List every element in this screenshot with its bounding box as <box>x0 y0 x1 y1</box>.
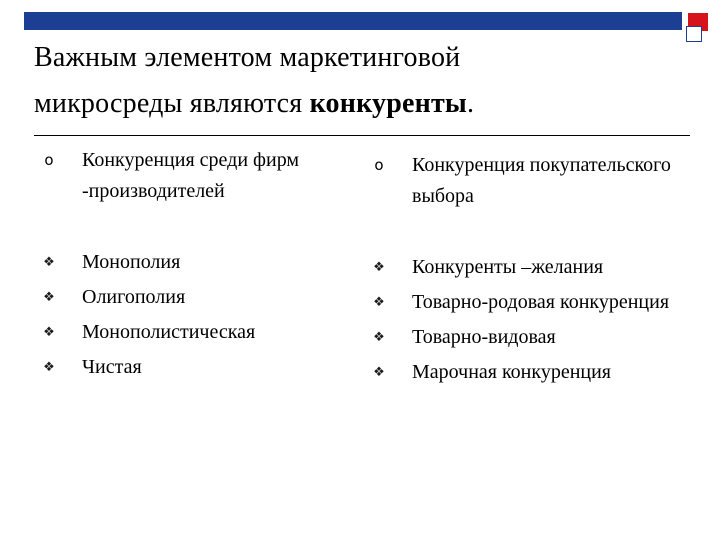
hollow-square-bullet-icon: o <box>374 156 384 174</box>
diamond-bullet-icon: ❖ <box>373 330 385 345</box>
list-item <box>42 317 352 348</box>
list-item <box>42 352 352 383</box>
list-item <box>372 322 692 353</box>
list-item-text: Марочная конкуренция <box>412 361 612 383</box>
list-item-text: Олигополия <box>82 286 186 308</box>
list-item <box>42 282 352 313</box>
left-column <box>42 145 352 387</box>
title-line-2: микросреды являются <box>34 88 303 119</box>
right-column <box>372 150 692 392</box>
list-item <box>372 287 692 318</box>
hollow-square-bullet-icon: o <box>44 151 54 169</box>
slide-title <box>34 35 674 127</box>
left-heading-item <box>42 145 352 207</box>
right-heading-text: Конкуренция покупательского выбора <box>412 154 671 207</box>
top-decorative-bar <box>24 12 682 30</box>
corner-outline-square <box>686 26 702 42</box>
list-item-text: Товарно-видовая <box>412 326 556 348</box>
diamond-bullet-icon: ❖ <box>373 295 385 310</box>
diamond-bullet-icon: ❖ <box>373 260 385 275</box>
list-item-text: Конкуренты –желания <box>412 256 604 278</box>
diamond-bullet-icon: ❖ <box>43 255 55 270</box>
list-item <box>372 252 692 283</box>
title-bold-word: конкуренты <box>309 88 467 119</box>
diamond-bullet-icon: ❖ <box>43 360 55 375</box>
title-divider <box>34 135 690 136</box>
list-item-text: Монополистическая <box>82 321 256 343</box>
list-item <box>42 247 352 278</box>
list-item-text: Чистая <box>82 356 142 378</box>
diamond-bullet-icon: ❖ <box>43 325 55 340</box>
right-heading-item <box>372 150 692 212</box>
diamond-bullet-icon: ❖ <box>43 290 55 305</box>
diamond-bullet-icon: ❖ <box>373 365 385 380</box>
list-item-text: Товарно-родовая конкуренция <box>412 291 670 313</box>
title-period: . <box>466 88 475 119</box>
list-item-text: Монополия <box>82 251 181 273</box>
list-item <box>372 357 692 388</box>
left-heading-text: Конкуренция среди фирм -производителей <box>82 149 300 202</box>
title-line-1: Важным элементом маркетинговой <box>34 42 461 73</box>
